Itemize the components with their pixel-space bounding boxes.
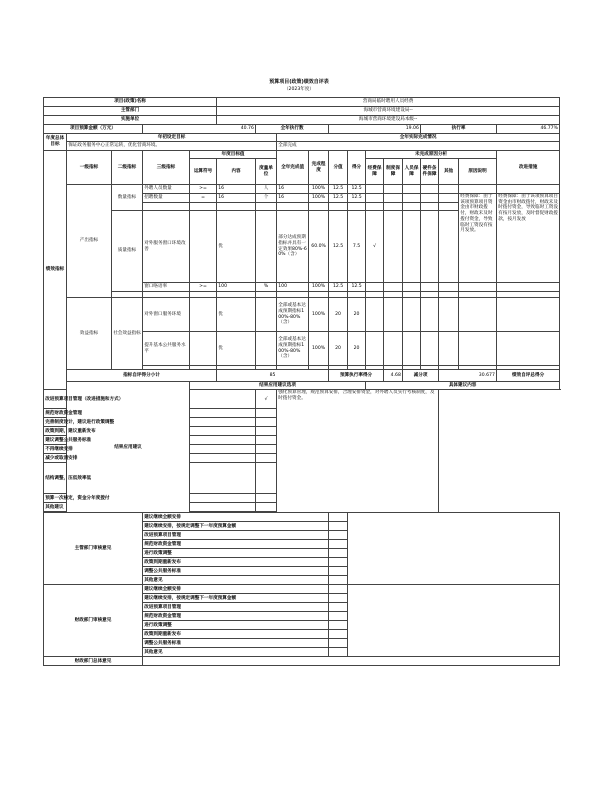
evaluation-table (43, 97, 560, 666)
indicator-value: 优 (217, 211, 256, 283)
exec-score-label: 预算执行率得分 (329, 370, 384, 382)
qty-label: 数量指标 (112, 185, 143, 211)
indicator-got: 12.5 (348, 283, 366, 292)
indicator-op (190, 211, 217, 283)
dept-label: 主管部门 (44, 107, 217, 116)
minus-label: 减分项 (403, 370, 439, 382)
table-year: （2023年度） (283, 87, 315, 92)
option-label: 改进预算项目管理（改进措施和方式） (44, 390, 256, 409)
hdr-r6: 原因说明 (459, 159, 497, 185)
indicator-unit: 个 (256, 194, 277, 203)
goal-plan: 保证政务服务中心正常运转，优化营商环境。 (67, 142, 277, 151)
indicator-op (190, 332, 217, 366)
hdr-fix: 改进措施 (497, 151, 560, 185)
social-label: 社会效益指标 (112, 298, 143, 370)
indicator-unit: 人 (256, 185, 277, 194)
goal-actual: 全部完成 (277, 142, 560, 151)
table-row (44, 185, 560, 194)
option-label: 政策到期重新发布 (143, 558, 329, 567)
exec-label: 全年执行数 (256, 125, 329, 134)
benefit-label: 效益指标 (67, 298, 112, 370)
result-opt-header: 结果应用建议选项 (190, 382, 366, 390)
exec-score-value: 4.68 (384, 370, 403, 382)
indicator-degree: 100% (309, 283, 329, 292)
unit-value: 海城市营商环境建设局本级-- (217, 116, 560, 125)
indicator-done: 部分达成预期指标并具有一定效果80%-60%（含） (277, 211, 309, 283)
option-label: 建议继续安排，按规定调整下一年度预算金额 (143, 594, 329, 603)
option-label: 结构调整，压低效率低 (44, 463, 256, 494)
rate-value: 46.77% (497, 125, 560, 134)
indicator-op: >= (190, 185, 217, 194)
fix-note: 经费保障：由于该项预算项目资金由市财政拨付，财政未及时拨付资金，导致临时工资没有按月发放，及时督促财政拨款，按月发放 (497, 194, 560, 283)
hdr-op: 运算符号 (190, 159, 217, 185)
exec-value: 19.06 (329, 125, 421, 134)
option-label: 改进预算项目管理 (143, 603, 329, 612)
result-label: 结果应用建议 (67, 382, 190, 513)
hdr-r1: 经费保障 (366, 159, 384, 185)
indicator-name: 对外服务窗口环境改善 (143, 211, 190, 283)
indicator-op: = (190, 194, 217, 203)
option-label: 建议继续全额安排 (143, 585, 329, 594)
option-label: 不再继续安排 (44, 445, 256, 454)
quality-label: 质量指标 (112, 211, 143, 292)
hdr-level3: 三级指标 (143, 151, 190, 185)
indicator-unit (256, 332, 277, 366)
check-icon: √ (256, 390, 277, 409)
indicator-done: 16 (277, 194, 309, 203)
hdr-r2: 制度保障 (384, 159, 403, 185)
output-label: 产出指标 (67, 185, 112, 298)
fin-overall-label: 财政部门总体意见 (44, 657, 143, 666)
option-label: 规范财政资金管理 (143, 612, 329, 621)
indicator-unit (256, 298, 277, 332)
option-label: 调整公共服务标准 (143, 639, 329, 648)
indicator-score: 12.5 (329, 283, 348, 292)
hdr-degree: 完成程度 (309, 151, 329, 185)
indicator-name: 对外窗口服务环境 (143, 298, 190, 332)
indicator-value: 16 (217, 185, 256, 194)
indicator-degree: 100% (309, 194, 329, 203)
indicator-done: 全部或基本达成预期指标100%-80%（含） (277, 332, 309, 366)
option-label: 规范财政资金管理 (143, 540, 329, 549)
dept-value: 海城市营商环境建设局-- (217, 107, 560, 116)
indicator-score: 12.5 (329, 194, 348, 203)
funding-check-icon: √ (366, 211, 384, 283)
hdr-level1: 一级指标 (67, 151, 112, 185)
result-detail: 强化预算管理，规范预算安排，合理安排资金，对外聘人员实行考核制度，及时拨付资金。 (277, 390, 439, 513)
hdr-level2: 二级指标 (112, 151, 143, 185)
goal-plan-label: 年初设定目标 (67, 134, 277, 142)
option-label: 政策到期重新发布 (143, 630, 329, 639)
budget-value: 40.76 (143, 125, 256, 134)
result-detail-header: 具体建议内容 (366, 382, 560, 390)
table-row (44, 298, 560, 332)
indicator-got: 20 (348, 332, 366, 366)
indicator-got: 12.5 (348, 185, 366, 194)
indicator-degree: 100% (309, 185, 329, 194)
indicator-name: 招聘数量 (143, 194, 190, 203)
option-label: 建议继续安排，按规定调整下一年度预算金额 (143, 522, 329, 531)
indicator-done: 16 (277, 185, 309, 194)
rate-label: 执行率 (421, 125, 497, 134)
minus-value: 30.677 (439, 370, 497, 382)
goal-actual-label: 全年实际完成情况 (277, 134, 560, 142)
indicator-done: 全部或基本达成预期指标100%-80%（含） (277, 298, 309, 332)
fin-review-label: 财政部门审核意见 (44, 585, 143, 657)
project-name: 营商局临时聘用人员经费 (217, 98, 560, 107)
option-label: 建议调整公共服务标准 (44, 436, 256, 445)
hdr-r4: 硬件条件保障 (421, 159, 439, 185)
option-label: 进行政策调整 (143, 549, 329, 558)
final-label: 绩效自评总得分 (497, 370, 560, 382)
indicator-done: 100 (277, 283, 309, 292)
project-name-label: 项目(政策)名称 (44, 98, 217, 107)
indicator-name: 窗口咯语率 (143, 283, 190, 292)
hdr-r5: 其他 (439, 159, 459, 185)
hdr-reasons: 未完成原因分析 (366, 151, 497, 159)
indicator-degree: 100% (309, 298, 329, 332)
hdr-unit: 度量单位 (256, 159, 277, 185)
option-label: 其他意见 (143, 576, 329, 585)
hdr-done: 全年完成值 (277, 151, 309, 185)
indicator-score: 20 (329, 298, 348, 332)
indicator-unit (256, 211, 277, 283)
goal-label: 年度总体目标 (44, 134, 67, 151)
indicator-score: 12.5 (329, 211, 348, 283)
indicator-got: 12.5 (348, 194, 366, 203)
indicator-score: 20 (329, 332, 348, 366)
hdr-content: 内容 (217, 159, 256, 185)
indicator-unit: % (256, 283, 277, 292)
indicator-got: 7.5 (348, 211, 366, 283)
option-label: 其他意见 (143, 648, 329, 657)
indicator-name: 外聘人员数量 (143, 185, 190, 194)
option-label: 调整公共服务标准 (143, 567, 329, 576)
indicator-value: 100 (217, 283, 256, 292)
indicator-score: 12.5 (329, 185, 348, 194)
total-value: 85 (217, 370, 329, 382)
indicator-value: 16 (217, 194, 256, 203)
option-label: 政策到期，建议重新发布 (44, 427, 256, 436)
indicator-degree: 100% (309, 332, 329, 366)
list-item (44, 390, 560, 409)
unit-label: 实施单位 (44, 116, 217, 125)
hdr-r3: 人员保障 (403, 159, 421, 185)
indicator-value: 优 (217, 298, 256, 332)
option-label: 进行政策调整 (143, 621, 329, 630)
indicator-got: 20 (348, 298, 366, 332)
indicator-op: >= (190, 283, 217, 292)
option-label: 建议继续全额安排 (143, 513, 329, 522)
indicator-op (190, 298, 217, 332)
perf-label: 绩效指标 (44, 151, 67, 390)
table-title: 预算项目(政策)绩效自评表 (269, 79, 329, 85)
dept-review-label: 主管部门审核意见 (44, 513, 143, 585)
indicator-degree: 60.0% (309, 211, 329, 283)
hdr-score: 分值 (329, 151, 348, 185)
option-label: 改进预算项目管理 (143, 531, 329, 540)
option-label: 完善制度设计，建议进行政策调整 (44, 418, 256, 427)
option-label: 其他建议 (44, 503, 256, 512)
total-label: 指标自评得分小计 (67, 370, 217, 382)
indicator-value: 优 (217, 332, 256, 366)
option-label: 减少或取消安排 (44, 454, 256, 463)
option-label: 规范财政资金管理 (44, 409, 256, 418)
reason-note: 经费保障：由于该项预算项目资金由市财政拨付，财政未及时拨付资金，导致临时工资没有按月发放。 (459, 194, 497, 283)
budget-label: 项目预算金额（万元） (44, 125, 143, 134)
indicator-name: 提升基本公共服务水平 (143, 332, 190, 366)
option-label: 预算一次核定，资金分年度拨付 (44, 494, 256, 503)
hdr-got: 得分 (348, 151, 366, 185)
hdr-yearly: 年度目标值 (190, 151, 277, 159)
